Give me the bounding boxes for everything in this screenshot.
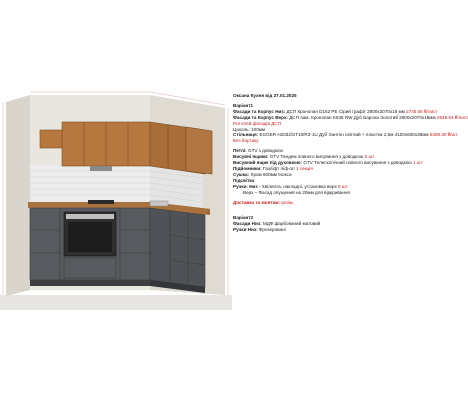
hardware-lighting: Підсвітка: [233, 177, 255, 183]
spec-panel: [233, 93, 468, 233]
backsplash-tiles: [30, 165, 203, 208]
hardware-dryer: Сушка: Хром 600мм Інокса: [233, 171, 292, 177]
variant2-facades: Фасади Низ: МДФ фарбований матовий: [233, 221, 321, 227]
hood: [90, 166, 112, 171]
page-title: Оксана Кухня від 27.01.2025: [233, 93, 297, 98]
upper-cabinets: [40, 122, 212, 174]
variant2-handles: Ручки Низ: Фрезеровані: [233, 227, 286, 233]
plinth: [30, 280, 150, 286]
variant1-heading: Варіант1: [233, 102, 254, 108]
hardware-drawers: Висувні ящики: GTV Тандем повного висування з доводкою 5 шт: [233, 154, 375, 160]
backsplash-note: Без бортику: [233, 138, 259, 144]
hardware-oven-drawer: Висувний ящик під духовкою: GTV Телескопічний повного висування з доводкою 1 шт: [233, 160, 423, 166]
delivery-line: Доставка та монтаж: Ірпінь: [233, 199, 294, 205]
spec-line-facade-low: Фасади та Корпус Низ: ДСП Кронопан D162 PE Сірий графіт 2800х2070х18 мм 2745.66 ₴/лист: [233, 108, 438, 114]
kitchen-render: [0, 90, 232, 310]
kitchen-render-svg: [0, 90, 232, 310]
worktop-line: Стільниця: EGGER H2032/ST10/R3-1U Дуб Хантон світлий + пластик 2,5м 4100х600х38мм 5469.30 ₴/шт: [233, 132, 458, 138]
hardware-lifts: Підйомники: Газліфт ліф-оп 1 секція: [233, 165, 313, 171]
floor: [0, 295, 232, 310]
lower-cabinets: [30, 208, 205, 287]
handles-low: Ручки: Низ - Хвілента, накладні, установка верх 8 шт: [233, 183, 348, 189]
handles-up: Верх – Фасад опущений на 20мм для відкривання: [243, 189, 350, 195]
variant2-heading: Варіант2: [233, 215, 254, 221]
left-wall: [6, 95, 30, 296]
spec-line-facade-up: Фасади та Корпус Верх: ДСП лам. Кронопан K535 RW Дуб Барона Золотий 2800х2070х18мм 2648.94 ₴/лист: [233, 114, 468, 120]
hardware-hinges: Петлі: GTV з доводкою: [233, 148, 283, 154]
glue-note: Pur клей фасадів ДСП: [233, 120, 281, 126]
plinth-line: Цоколь: 100мм: [233, 126, 266, 132]
